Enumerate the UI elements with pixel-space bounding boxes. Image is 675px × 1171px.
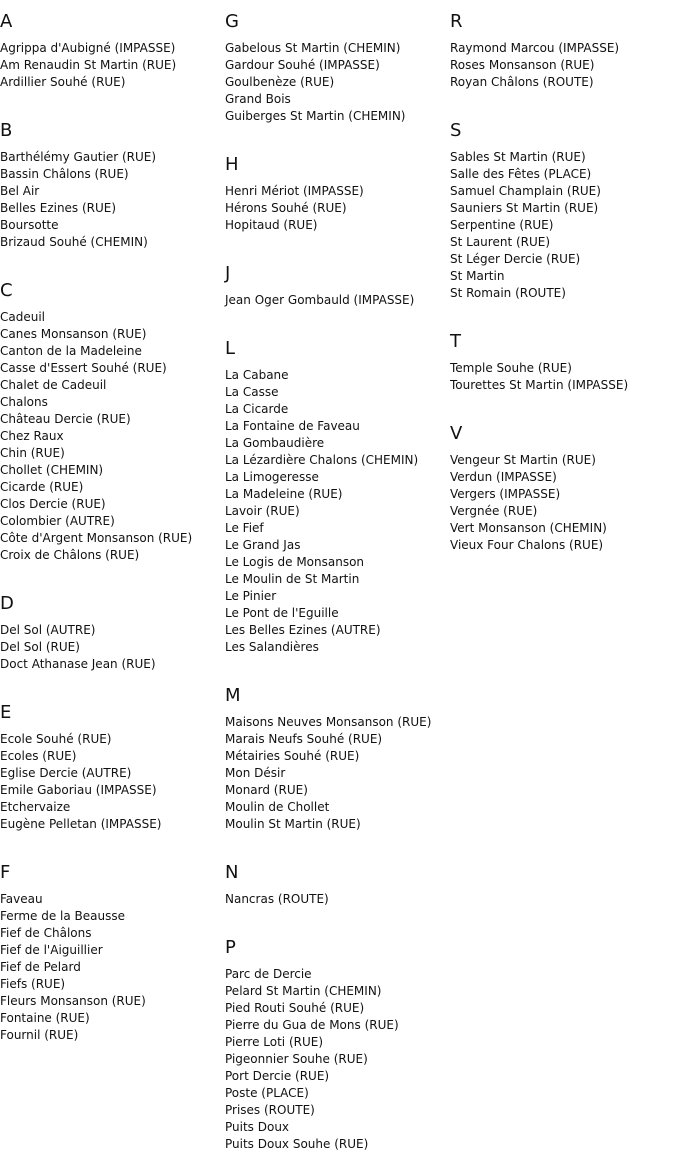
street-entry: St Laurent (RUE) xyxy=(450,235,551,249)
street-entry: Del Sol (RUE) xyxy=(0,640,80,654)
section-letter-heading: A xyxy=(0,11,13,32)
street-entry: Bassin Châlons (RUE) xyxy=(0,167,129,181)
street-entry: Eglise Dercie (AUTRE) xyxy=(0,766,132,780)
street-entry: Raymond Marcou (IMPASSE) xyxy=(450,41,620,55)
letter-section xyxy=(0,0,220,109)
street-entry: Henri Mériot (IMPASSE) xyxy=(225,184,364,198)
letter-section xyxy=(225,327,445,674)
street-entry: Grand Bois xyxy=(225,92,291,106)
section-letter-heading: P xyxy=(225,937,236,958)
street-entry: Monard (RUE) xyxy=(225,783,308,797)
street-index-column-3 xyxy=(450,0,675,572)
letter-section xyxy=(0,851,220,1062)
street-entry: Gardour Souhé (IMPASSE) xyxy=(225,58,380,72)
street-entry: Doct Athanase Jean (RUE) xyxy=(0,657,156,671)
street-entry: Parc de Dercie xyxy=(225,967,312,981)
street-entry: La Cabane xyxy=(225,368,289,382)
street-list xyxy=(225,966,445,1153)
street-entry: Hopitaud (RUE) xyxy=(225,218,318,232)
section-letter-heading: J xyxy=(225,263,231,284)
street-entry: Fontaine (RUE) xyxy=(0,1011,90,1025)
street-entry: Clos Dercie (RUE) xyxy=(0,497,106,511)
street-entry: La Cicarde xyxy=(225,402,289,416)
street-entry: Le Pinier xyxy=(225,589,277,603)
section-letter-heading: R xyxy=(450,11,463,32)
street-entry: St Romain (ROUTE) xyxy=(450,286,566,300)
street-entry: Prises (ROUTE) xyxy=(225,1103,315,1117)
street-entry: Le Logis de Monsanson xyxy=(225,555,365,569)
section-letter-heading: G xyxy=(225,11,239,32)
section-letter-heading: D xyxy=(0,593,14,614)
letter-section xyxy=(225,0,445,143)
letter-section xyxy=(0,269,220,582)
street-entry: Port Dercie (RUE) xyxy=(225,1069,330,1083)
street-entry: Jean Oger Gombauld (IMPASSE) xyxy=(225,293,415,307)
street-list xyxy=(225,714,445,833)
street-entry: Poste (PLACE) xyxy=(225,1086,309,1100)
section-letter-heading: N xyxy=(225,862,239,883)
letter-section xyxy=(450,320,675,412)
street-entry: Eugène Pelletan (IMPASSE) xyxy=(0,817,162,831)
section-letter-heading: H xyxy=(225,154,239,175)
street-entry: Chalons xyxy=(0,395,48,409)
street-entry: Fiefs (RUE) xyxy=(0,977,66,991)
street-entry: Colombier (AUTRE) xyxy=(0,514,115,528)
street-entry: Emile Gaboriau (IMPASSE) xyxy=(0,783,157,797)
street-entry: La Casse xyxy=(225,385,279,399)
street-entry: Ecole Souhé (RUE) xyxy=(0,732,112,746)
street-entry: Casse d'Essert Souhé (RUE) xyxy=(0,361,167,375)
street-entry: La Limogeresse xyxy=(225,470,319,484)
street-entry: Gabelous St Martin (CHEMIN) xyxy=(225,41,401,55)
street-entry: Agrippa d'Aubigné (IMPASSE) xyxy=(0,41,176,55)
street-list xyxy=(225,891,445,908)
street-entry: Marais Neufs Souhé (RUE) xyxy=(225,732,383,746)
letter-section xyxy=(225,926,445,1171)
street-list xyxy=(225,367,445,656)
street-entry: Le Fief xyxy=(225,521,264,535)
street-entry: Vergers (IMPASSE) xyxy=(450,487,561,501)
street-list xyxy=(450,149,675,302)
street-list xyxy=(0,731,220,833)
street-entry: Métairies Souhé (RUE) xyxy=(225,749,360,763)
street-entry: Fief de Châlons xyxy=(0,926,92,940)
street-entry: Salle des Fêtes (PLACE) xyxy=(450,167,592,181)
street-entry: Vert Monsanson (CHEMIN) xyxy=(450,521,607,535)
street-entry: Fournil (RUE) xyxy=(0,1028,79,1042)
section-letter-heading: S xyxy=(450,120,462,141)
street-entry: Croix de Châlons (RUE) xyxy=(0,548,140,562)
letter-section xyxy=(450,0,675,109)
street-list xyxy=(225,292,445,309)
street-entry: La Lézardière Chalons (CHEMIN) xyxy=(225,453,419,467)
street-entry: Vergnée (RUE) xyxy=(450,504,538,518)
street-entry: La Fontaine de Faveau xyxy=(225,419,360,433)
street-entry: Am Renaudin St Martin (RUE) xyxy=(0,58,177,72)
section-letter-heading: T xyxy=(450,331,461,352)
street-entry: Les Salandières xyxy=(225,640,319,654)
letter-section xyxy=(450,109,675,320)
street-entry: Vengeur St Martin (RUE) xyxy=(450,453,596,467)
section-letter-heading: V xyxy=(450,423,463,444)
street-entry: Nancras (ROUTE) xyxy=(225,892,329,906)
street-entry: Pigeonnier Souhe (RUE) xyxy=(225,1052,368,1066)
street-entry: Sauniers St Martin (RUE) xyxy=(450,201,599,215)
street-entry: Chalet de Cadeuil xyxy=(0,378,107,392)
street-list xyxy=(225,183,445,234)
street-entry: Cicarde (RUE) xyxy=(0,480,84,494)
section-letter-heading: B xyxy=(0,120,13,141)
street-entry: Del Sol (AUTRE) xyxy=(0,623,96,637)
letter-section xyxy=(0,691,220,851)
street-entry: La Gombaudière xyxy=(225,436,325,450)
street-entry: Le Grand Jas xyxy=(225,538,301,552)
letter-section xyxy=(225,851,445,926)
street-entry: Côte d'Argent Monsanson (RUE) xyxy=(0,531,193,545)
street-entry: Les Belles Ezines (AUTRE) xyxy=(225,623,381,637)
letter-section xyxy=(0,582,220,691)
street-entry: Ardillier Souhé (RUE) xyxy=(0,75,126,89)
section-letter-heading: E xyxy=(0,702,12,723)
street-entry: Guiberges St Martin (CHEMIN) xyxy=(225,109,406,123)
street-entry: Moulin de Chollet xyxy=(225,800,330,814)
section-letter-heading: F xyxy=(0,862,11,883)
street-entry: Vieux Four Chalons (RUE) xyxy=(450,538,604,552)
street-entry: Samuel Champlain (RUE) xyxy=(450,184,601,198)
street-entry: Fief de Pelard xyxy=(0,960,81,974)
street-entry: Le Moulin de St Martin xyxy=(225,572,360,586)
street-entry: Belles Ezines (RUE) xyxy=(0,201,117,215)
section-letter-heading: C xyxy=(0,280,13,301)
street-entry: Chollet (CHEMIN) xyxy=(0,463,104,477)
street-entry: Tourettes St Martin (IMPASSE) xyxy=(450,378,629,392)
street-entry: Canes Monsanson (RUE) xyxy=(0,327,147,341)
street-index-column-2 xyxy=(225,0,445,1171)
street-entry: Le Pont de l'Eguille xyxy=(225,606,339,620)
street-entry: Bel Air xyxy=(0,184,40,198)
street-entry: Fleurs Monsanson (RUE) xyxy=(0,994,146,1008)
street-entry: Fief de l'Aiguillier xyxy=(0,943,103,957)
street-entry: Pierre du Gua de Mons (RUE) xyxy=(225,1018,399,1032)
street-entry: Canton de la Madeleine xyxy=(0,344,142,358)
section-letter-heading: L xyxy=(225,338,236,359)
letter-section xyxy=(225,674,445,851)
street-entry: Pelard St Martin (CHEMIN) xyxy=(225,984,382,998)
street-entry: Barthélémy Gautier (RUE) xyxy=(0,150,157,164)
street-list xyxy=(0,149,220,251)
street-entry: Goulbenèze (RUE) xyxy=(225,75,335,89)
letter-section xyxy=(450,412,675,572)
letter-section xyxy=(225,143,445,252)
street-entry: Chez Raux xyxy=(0,429,64,443)
street-list xyxy=(0,40,220,91)
street-entry: Faveau xyxy=(0,892,43,906)
street-entry: Royan Châlons (ROUTE) xyxy=(450,75,594,89)
street-entry: Hérons Souhé (RUE) xyxy=(225,201,347,215)
street-list xyxy=(450,360,675,394)
letter-section xyxy=(0,109,220,269)
letter-section xyxy=(225,252,445,327)
street-entry: Etchervaize xyxy=(0,800,71,814)
street-entry: St Martin xyxy=(450,269,505,283)
street-entry: Roses Monsanson (RUE) xyxy=(450,58,595,72)
street-entry: Château Dercie (RUE) xyxy=(0,412,131,426)
street-list xyxy=(0,309,220,564)
street-list xyxy=(0,891,220,1044)
street-entry: Pierre Loti (RUE) xyxy=(225,1035,324,1049)
street-list xyxy=(225,40,445,125)
street-entry: Puits Doux Souhe (RUE) xyxy=(225,1137,369,1151)
street-index-column-1 xyxy=(0,0,220,1062)
street-entry: Brizaud Souhé (CHEMIN) xyxy=(0,235,148,249)
section-letter-heading: M xyxy=(225,685,241,706)
street-entry: Ferme de la Beausse xyxy=(0,909,126,923)
street-list xyxy=(450,40,675,91)
street-entry: Sables St Martin (RUE) xyxy=(450,150,586,164)
street-entry: Lavoir (RUE) xyxy=(225,504,300,518)
street-entry: Boursotte xyxy=(0,218,59,232)
street-entry: Chin (RUE) xyxy=(0,446,65,460)
street-entry: Maisons Neuves Monsanson (RUE) xyxy=(225,715,432,729)
street-entry: Ecoles (RUE) xyxy=(0,749,77,763)
street-list xyxy=(450,452,675,554)
street-entry: Cadeuil xyxy=(0,310,46,324)
street-entry: Temple Souhe (RUE) xyxy=(450,361,572,375)
street-entry: Puits Doux xyxy=(225,1120,290,1134)
street-entry: Mon Désir xyxy=(225,766,286,780)
street-entry: Pied Routi Souhé (RUE) xyxy=(225,1001,365,1015)
street-entry: St Léger Dercie (RUE) xyxy=(450,252,581,266)
street-list xyxy=(0,622,220,673)
street-entry: Moulin St Martin (RUE) xyxy=(225,817,361,831)
street-entry: La Madeleine (RUE) xyxy=(225,487,343,501)
street-entry: Verdun (IMPASSE) xyxy=(450,470,557,484)
street-entry: Serpentine (RUE) xyxy=(450,218,554,232)
